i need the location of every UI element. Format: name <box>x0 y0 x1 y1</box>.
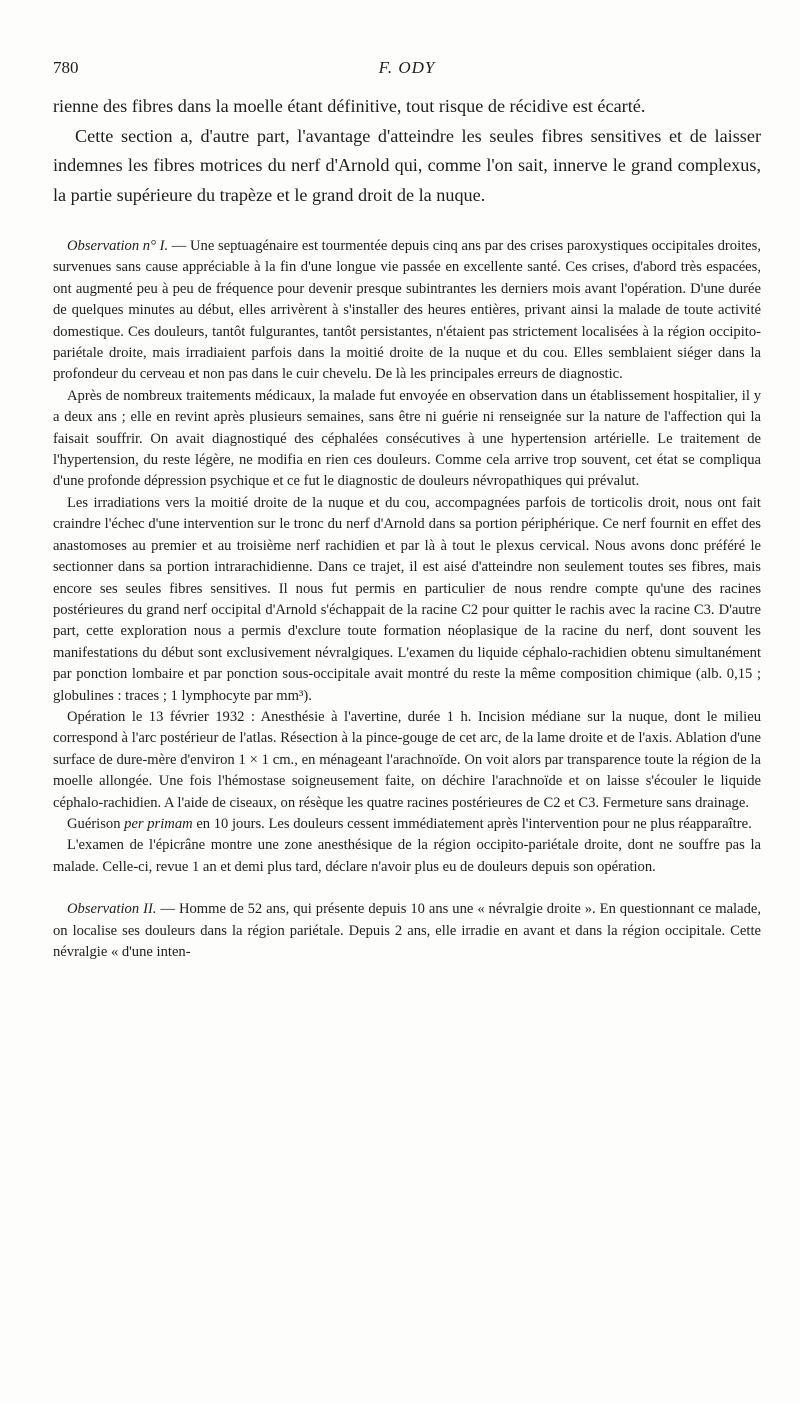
observation-1-paragraph-4: Opération le 13 février 1932 : Anesthésie à l'avertine, durée 1 h. Incision médiane sur la nuque, dont le milieu correspond à l'arc postérieur de l'atlas. Résection à la pince-gouge de cet arc, de la lame droite et de l'axis. Ablation d'une surface de dure-mère d'environ 1 × 1 cm., en ménageant l'arachnoïde. On voit alors par transparence toute la région de la moelle allongée. Une fois l'hémostase soigneusement faite, on déchire l'arachnoïde et on laisse s'écouler le liquide céphalo-rachidien. A l'aide de ciseaux, on résèque les quatre racines postérieures de C2 et C3. Fermeture sans drainage. <box>53 708 761 811</box>
observation-2-title: Observation II. <box>67 901 157 918</box>
observation-1-paragraph-2: Après de nombreux traitements médicaux, la malade fut envoyée en observation dans un établissement hospitalier, il y a deux ans ; elle en revint après plusieurs semaines, sans être ni guérie ni renseignée sur la nature de l'affection qui la faisait souffrir. On avait diagnostiqué des céphalées consécutives à une hypertension artérielle. Le traitement de l'hypertension, du reste légère, ne modifia en rien ces douleurs. Comme cela arrive trop souvent, cet état se compliqua d'une profonde dépression psychique et ce fut le diagnostic de douleurs névropathiques qui prévalut. <box>53 387 761 490</box>
observation-1-p5-start: Guérison <box>67 815 125 832</box>
observation-1-text: — Une septuagénaire est tourmentée depuis cinq ans par des crises paroxystiques occipitales droites, survenues sans cause appréciable à la fin d'une longue vie passée en excellente santé. Ces crises, d'abord très espacées, ont augmenté peu à peu de fréquence pour devenir presque subintrantes les derniers mois avant l'opération. D'une durée de quelques minutes au début, elles arrivèrent à s'installer des heures entières, privant ainsi la malade de toute activité domestique. Ces douleurs, tantôt fulgurantes, tantôt persistantes, n'étaient pas strictement localisées à la région occipito-pariétale droite, mais irradiaient parfois dans la moitié droite de la nuque et du cou. Elles semblaient siéger dans la profondeur du cerveau et non pas dans le cuir chevelu. De là les principales erreurs de diagnostic. <box>53 238 761 383</box>
page-header <box>53 58 761 82</box>
running-title: F. ODY <box>378 58 436 77</box>
observation-1-paragraph-1 <box>53 236 761 386</box>
observation-2-paragraph-1 <box>53 899 761 963</box>
observation-1-paragraph-3: Les irradiations vers la moitié droite de la nuque et du cou, accompagnées parfois de torticolis droit, nous ont fait craindre l'échec d'une intervention sur le tronc du nerf d'Arnold dans sa portion périphérique. Ce nerf fournit en effet des anastomoses au premier et au troisième nerf rachidien et par là à tout le plexus cervical. Nous avons donc préféré le sectionner dans sa portion intrarachidienne. Dans ce trajet, il est aisé d'atteindre non seulement toutes ses fibres, mais encore ses seules fibres sensitives. Il nous fut permis en particulier de nous rendre compte qu'une des racines postérieures du grand nerf occipital d'Arnold s'échappait de la racine C2 pour quitter le rachis avec la racine C3. D'autre part, cette exploration nous a permis d'exclure toute formation néoplasique de la racine du nerf, dont souvent les manifestations du début sont exclusivement névralgiques. L'examen du liquide céphalo-rachidien obtenu simultanément par ponction lombaire et par ponction sous-occipitale avait montré du reste la même composition chimique (alb. 0,15 ; globulines : traces ; 1 lymphocyte par mm³). <box>53 494 761 704</box>
page-body <box>53 92 761 963</box>
observation-1-p5-end: en 10 jours. Les douleurs cessent immédiatement après l'intervention pour ne plus réapparaître. <box>192 815 752 832</box>
observation-1-title: Observation n° I. <box>67 238 169 254</box>
observation-1-paragraph-6: L'examen de l'épicrâne montre une zone anesthésique de la région occipito-pariétale droite, dont ne souffre pas la malade. Celle-ci, revue 1 an et demi plus tard, déclare n'avoir plus eu de douleurs depuis son opération. <box>53 837 761 875</box>
observation-1-paragraph-5 <box>53 814 761 835</box>
page-number: 780 <box>53 58 79 77</box>
intro-paragraph-2: Cette section a, d'autre part, l'avantage d'atteindre les seules fibres sensitives et de laisser indemnes les fibres motrices du nerf d'Arnold qui, comme l'on sait, innerve le grand complexus, la partie supérieure du trapèze et le grand droit de la nuque. <box>53 125 761 205</box>
observation-2-text: — Homme de 52 ans, qui présente depuis 10 ans une « névralgie droite ». En questionnant ce malade, on localise ses douleurs dans la région pariétale. Depuis 2 ans, elle irradie en avant et dans la région occipitale. Cette névralgie « d'une inten- <box>53 901 761 960</box>
intro-paragraph-1: rienne des fibres dans la moelle étant définitive, tout risque de récidive est écarté. <box>53 96 646 116</box>
observation-1-p5-latin: per primam <box>124 815 193 832</box>
